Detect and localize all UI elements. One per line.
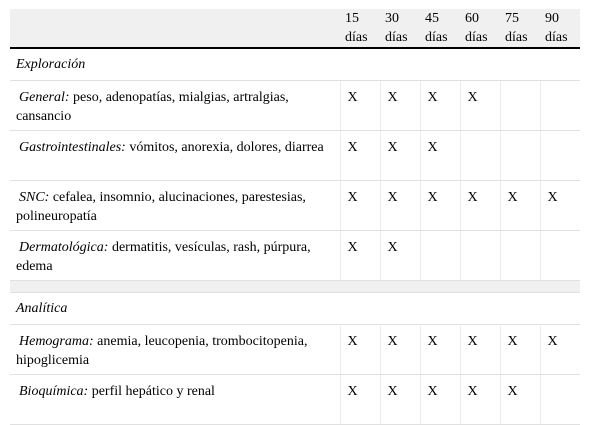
row-category: Gastrointestinales: — [19, 139, 126, 155]
row-description — [10, 80, 340, 130]
mark-cell: X — [340, 374, 380, 424]
section-row-analitica — [10, 292, 580, 324]
row-text: vómitos, anorexia, dolores, diarrea — [125, 139, 324, 155]
mark-cell: X — [500, 374, 540, 424]
mark-cell: X — [340, 230, 380, 280]
mark-cell: X — [420, 80, 460, 130]
mark-cell: X — [340, 80, 380, 130]
mark-cell: X — [380, 180, 420, 230]
row-category: Bioquímica: — [19, 383, 89, 399]
row-category: Hemograma: — [19, 333, 94, 349]
table-row — [10, 80, 580, 130]
header-empty-cell — [10, 9, 340, 48]
mark-cell: X — [420, 180, 460, 230]
header-day-75: 75 días — [500, 9, 540, 48]
mark-cell — [500, 230, 540, 280]
mark-cell: X — [420, 324, 460, 374]
table-row — [10, 230, 580, 280]
row-description — [10, 374, 340, 424]
monitoring-schedule-table — [10, 9, 580, 425]
mark-cell — [540, 374, 580, 424]
mark-cell: X — [500, 180, 540, 230]
mark-cell: X — [460, 80, 500, 130]
header-day-30: 30 días — [380, 9, 420, 48]
header-day-15: 15 días — [340, 9, 380, 48]
mark-cell — [540, 130, 580, 180]
mark-cell — [460, 130, 500, 180]
mark-cell — [460, 230, 500, 280]
mark-cell — [420, 230, 460, 280]
monitoring-table-container — [10, 9, 580, 425]
mark-cell — [500, 80, 540, 130]
header-day-45: 45 días — [420, 9, 460, 48]
spacer-cell — [10, 280, 580, 292]
row-text: dermatitis, vesículas, rash, púrpura, edema — [16, 239, 311, 274]
header-day-60: 60 días — [460, 9, 500, 48]
header-day-90: 90 días — [540, 9, 580, 48]
mark-cell: X — [540, 180, 580, 230]
row-category: SNC: — [19, 189, 50, 205]
mark-cell: X — [340, 130, 380, 180]
mark-cell: X — [380, 80, 420, 130]
row-category: Dermatológica: — [19, 239, 109, 255]
row-description — [10, 324, 340, 374]
mark-cell: X — [340, 180, 380, 230]
row-text: peso, adenopatías, mialgias, artralgias, cansancio — [16, 89, 289, 124]
row-description — [10, 130, 340, 180]
mark-cell — [540, 80, 580, 130]
section-spacer — [10, 280, 580, 292]
mark-cell: X — [380, 374, 420, 424]
section-title: Exploración — [10, 48, 580, 80]
row-description — [10, 230, 340, 280]
mark-cell: X — [460, 180, 500, 230]
row-text: cefalea, insomnio, alucinaciones, parestesias, polineuropatía — [16, 189, 306, 224]
mark-cell: X — [380, 324, 420, 374]
mark-cell: X — [420, 374, 460, 424]
section-title: Analítica — [10, 292, 580, 324]
mark-cell: X — [500, 324, 540, 374]
table-row — [10, 324, 580, 374]
row-category: General: — [19, 89, 70, 105]
mark-cell: X — [420, 130, 460, 180]
mark-cell — [540, 230, 580, 280]
mark-cell: X — [460, 324, 500, 374]
mark-cell: X — [380, 230, 420, 280]
table-row — [10, 130, 580, 180]
table-row — [10, 180, 580, 230]
mark-cell: X — [340, 324, 380, 374]
header-row — [10, 9, 580, 48]
row-text: anemia, leucopenia, trombocitopenia, hipoglicemia — [16, 333, 308, 368]
mark-cell: X — [460, 374, 500, 424]
mark-cell — [500, 130, 540, 180]
row-text: perfil hepático y renal — [88, 383, 215, 399]
table-row — [10, 374, 580, 424]
mark-cell: X — [380, 130, 420, 180]
row-description — [10, 180, 340, 230]
mark-cell: X — [540, 324, 580, 374]
section-row-exploracion — [10, 48, 580, 80]
